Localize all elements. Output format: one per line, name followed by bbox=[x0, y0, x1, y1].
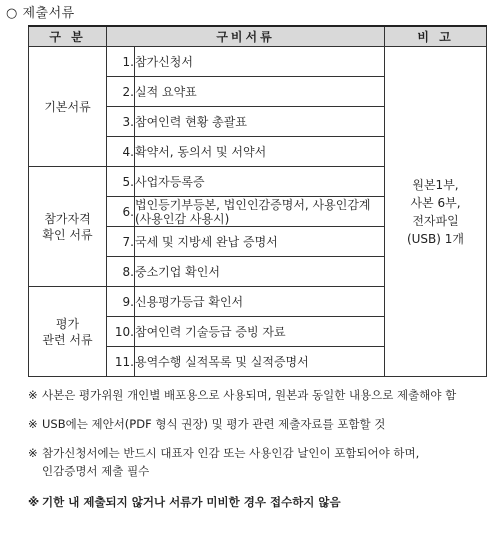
category-basic: 기본서류 bbox=[29, 47, 107, 167]
table-row bbox=[29, 47, 487, 77]
item-text: 실적 요약표 bbox=[135, 77, 385, 107]
note-seal-continued: 인감증명서 제출 필수 bbox=[42, 464, 150, 478]
header-documents: 구비서류 bbox=[107, 26, 385, 47]
reference-mark-icon: ※ bbox=[28, 388, 38, 402]
item-number: 3. bbox=[107, 107, 135, 137]
item-text: 사업자등록증 bbox=[135, 167, 385, 197]
header-category: 구 분 bbox=[29, 26, 107, 47]
note-usb: ※ USB에는 제안서(PDF 형식 권장) 및 평가 관련 제출자료를 포함할 것 bbox=[28, 417, 386, 431]
item-number: 8. bbox=[107, 257, 135, 287]
table-header-row bbox=[29, 26, 487, 47]
item-number: 2. bbox=[107, 77, 135, 107]
note-seal: ※ 참가신청서에는 반드시 대표자 인감 또는 사용인감 날인이 포함되어야 하며, bbox=[28, 446, 420, 460]
item-number: 5. bbox=[107, 167, 135, 197]
section-heading: ○ 제출서류 bbox=[6, 6, 75, 21]
item-number: 4. bbox=[107, 137, 135, 167]
item-number: 6. bbox=[107, 197, 135, 227]
item-text: 법인등기부등본, 법인인감증명서, 사용인감계 (사용인감 사용시) bbox=[135, 197, 385, 227]
reference-mark-icon: ※ bbox=[28, 495, 40, 509]
documents-table bbox=[28, 25, 487, 377]
item-number: 10. bbox=[107, 317, 135, 347]
note-copies: ※ 사본은 평가위원 개인별 배포용으로 사용되며, 원본과 동일한 내용으로 제출해야 함 bbox=[28, 388, 457, 402]
item-text: 용역수행 실적목록 및 실적증명서 bbox=[135, 347, 385, 377]
item-text: 참여인력 기술등급 증빙 자료 bbox=[135, 317, 385, 347]
item-number: 9. bbox=[107, 287, 135, 317]
category-eligibility: 참가자격 확인 서류 bbox=[29, 167, 107, 287]
item-number: 11. bbox=[107, 347, 135, 377]
item-text: 중소기업 확인서 bbox=[135, 257, 385, 287]
reference-mark-icon: ※ bbox=[28, 446, 38, 460]
final-warning: ※ 기한 내 제출되지 않거나 서류가 미비한 경우 접수하지 않음 bbox=[28, 495, 341, 509]
item-text: 신용평가등급 확인서 bbox=[135, 287, 385, 317]
item-text: 국세 및 지방세 완납 증명서 bbox=[135, 227, 385, 257]
item-number: 1. bbox=[107, 47, 135, 77]
category-evaluation: 평가 관련 서류 bbox=[29, 287, 107, 377]
item-text: 참가신청서 bbox=[135, 47, 385, 77]
remarks-cell: 원본1부, 사본 6부, 전자파일 (USB) 1개 bbox=[385, 47, 487, 377]
header-remarks: 비 고 bbox=[385, 26, 487, 47]
item-text: 확약서, 동의서 및 서약서 bbox=[135, 137, 385, 167]
reference-mark-icon: ※ bbox=[28, 417, 38, 431]
item-number: 7. bbox=[107, 227, 135, 257]
item-text: 참여인력 현황 총괄표 bbox=[135, 107, 385, 137]
